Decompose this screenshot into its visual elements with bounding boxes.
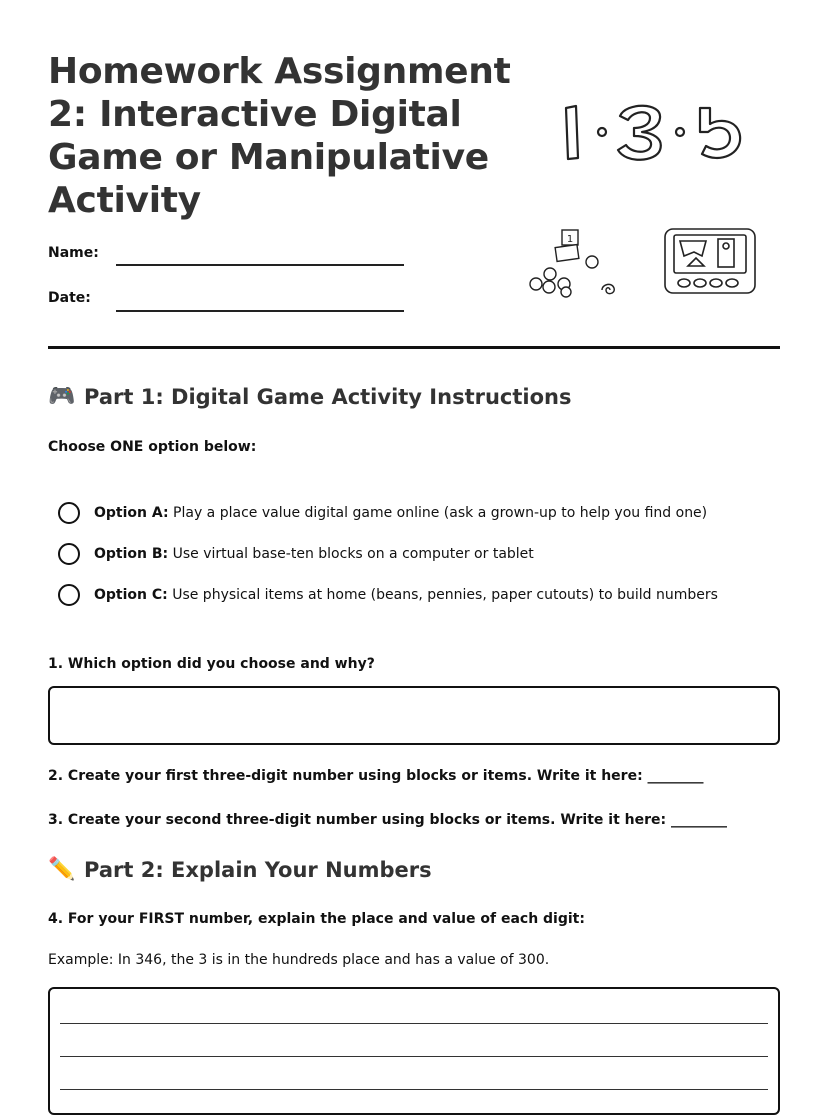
writing-line [60, 1056, 768, 1057]
option-a-text: Play a place value digital game online (ask a grown-up to help you find one) [173, 505, 708, 521]
option-b-label: Option B: [94, 546, 169, 562]
option-b[interactable] [58, 543, 534, 565]
part1-heading-text: Part 1: Digital Game Activity Instructions [84, 384, 572, 409]
tablet-icon [662, 226, 758, 298]
question-1: 1. Which option did you choose and why? [48, 656, 375, 672]
svg-text:1: 1 [566, 234, 574, 245]
page-title: Homework Assignment 2: Interactive Digital Game or Manipulative Activity [48, 51, 511, 221]
section-divider [48, 346, 780, 349]
option-a-label: Option A: [94, 505, 169, 521]
question-4: 4. For your FIRST number, explain the place and value of each digit: [48, 911, 585, 927]
part2-heading [48, 857, 432, 882]
option-c-text: Use physical items at home (beans, pennies, paper cutouts) to build numbers [172, 587, 718, 603]
date-field[interactable] [116, 310, 404, 312]
option-c-radio[interactable] [58, 584, 80, 606]
option-a[interactable] [58, 502, 707, 524]
example-text: Example: In 346, the 3 is in the hundreds place and has a value of 300. [48, 952, 550, 968]
pencil-icon: ✏️ [48, 857, 76, 882]
answer-box-1[interactable] [48, 686, 780, 745]
part2-heading-text: Part 2: Explain Your Numbers [84, 857, 432, 882]
date-label: Date: [48, 290, 91, 306]
writing-line [60, 1023, 768, 1024]
game-controller-icon: 🎮 [48, 384, 76, 409]
answer-box-4[interactable] [48, 987, 780, 1115]
option-a-radio[interactable] [58, 502, 80, 524]
choose-instruction: Choose ONE option below: [48, 439, 257, 455]
part1-heading [48, 384, 571, 409]
name-label: Name: [48, 245, 99, 261]
option-c-label: Option C: [94, 587, 168, 603]
question-3: 3. Create your second three-digit number using blocks or items. Write it here: ________ [48, 812, 727, 828]
numbers-illustration [560, 98, 760, 168]
question-2: 2. Create your first three-digit number using blocks or items. Write it here: ________ [48, 768, 704, 784]
manipulatives-illustration [526, 226, 646, 302]
name-field[interactable] [116, 264, 404, 266]
worksheet-page [48, 0, 780, 1118]
option-b-text: Use virtual base-ten blocks on a computer or tablet [172, 546, 534, 562]
option-b-radio[interactable] [58, 543, 80, 565]
option-c[interactable] [58, 584, 718, 606]
writing-line [60, 1089, 768, 1090]
